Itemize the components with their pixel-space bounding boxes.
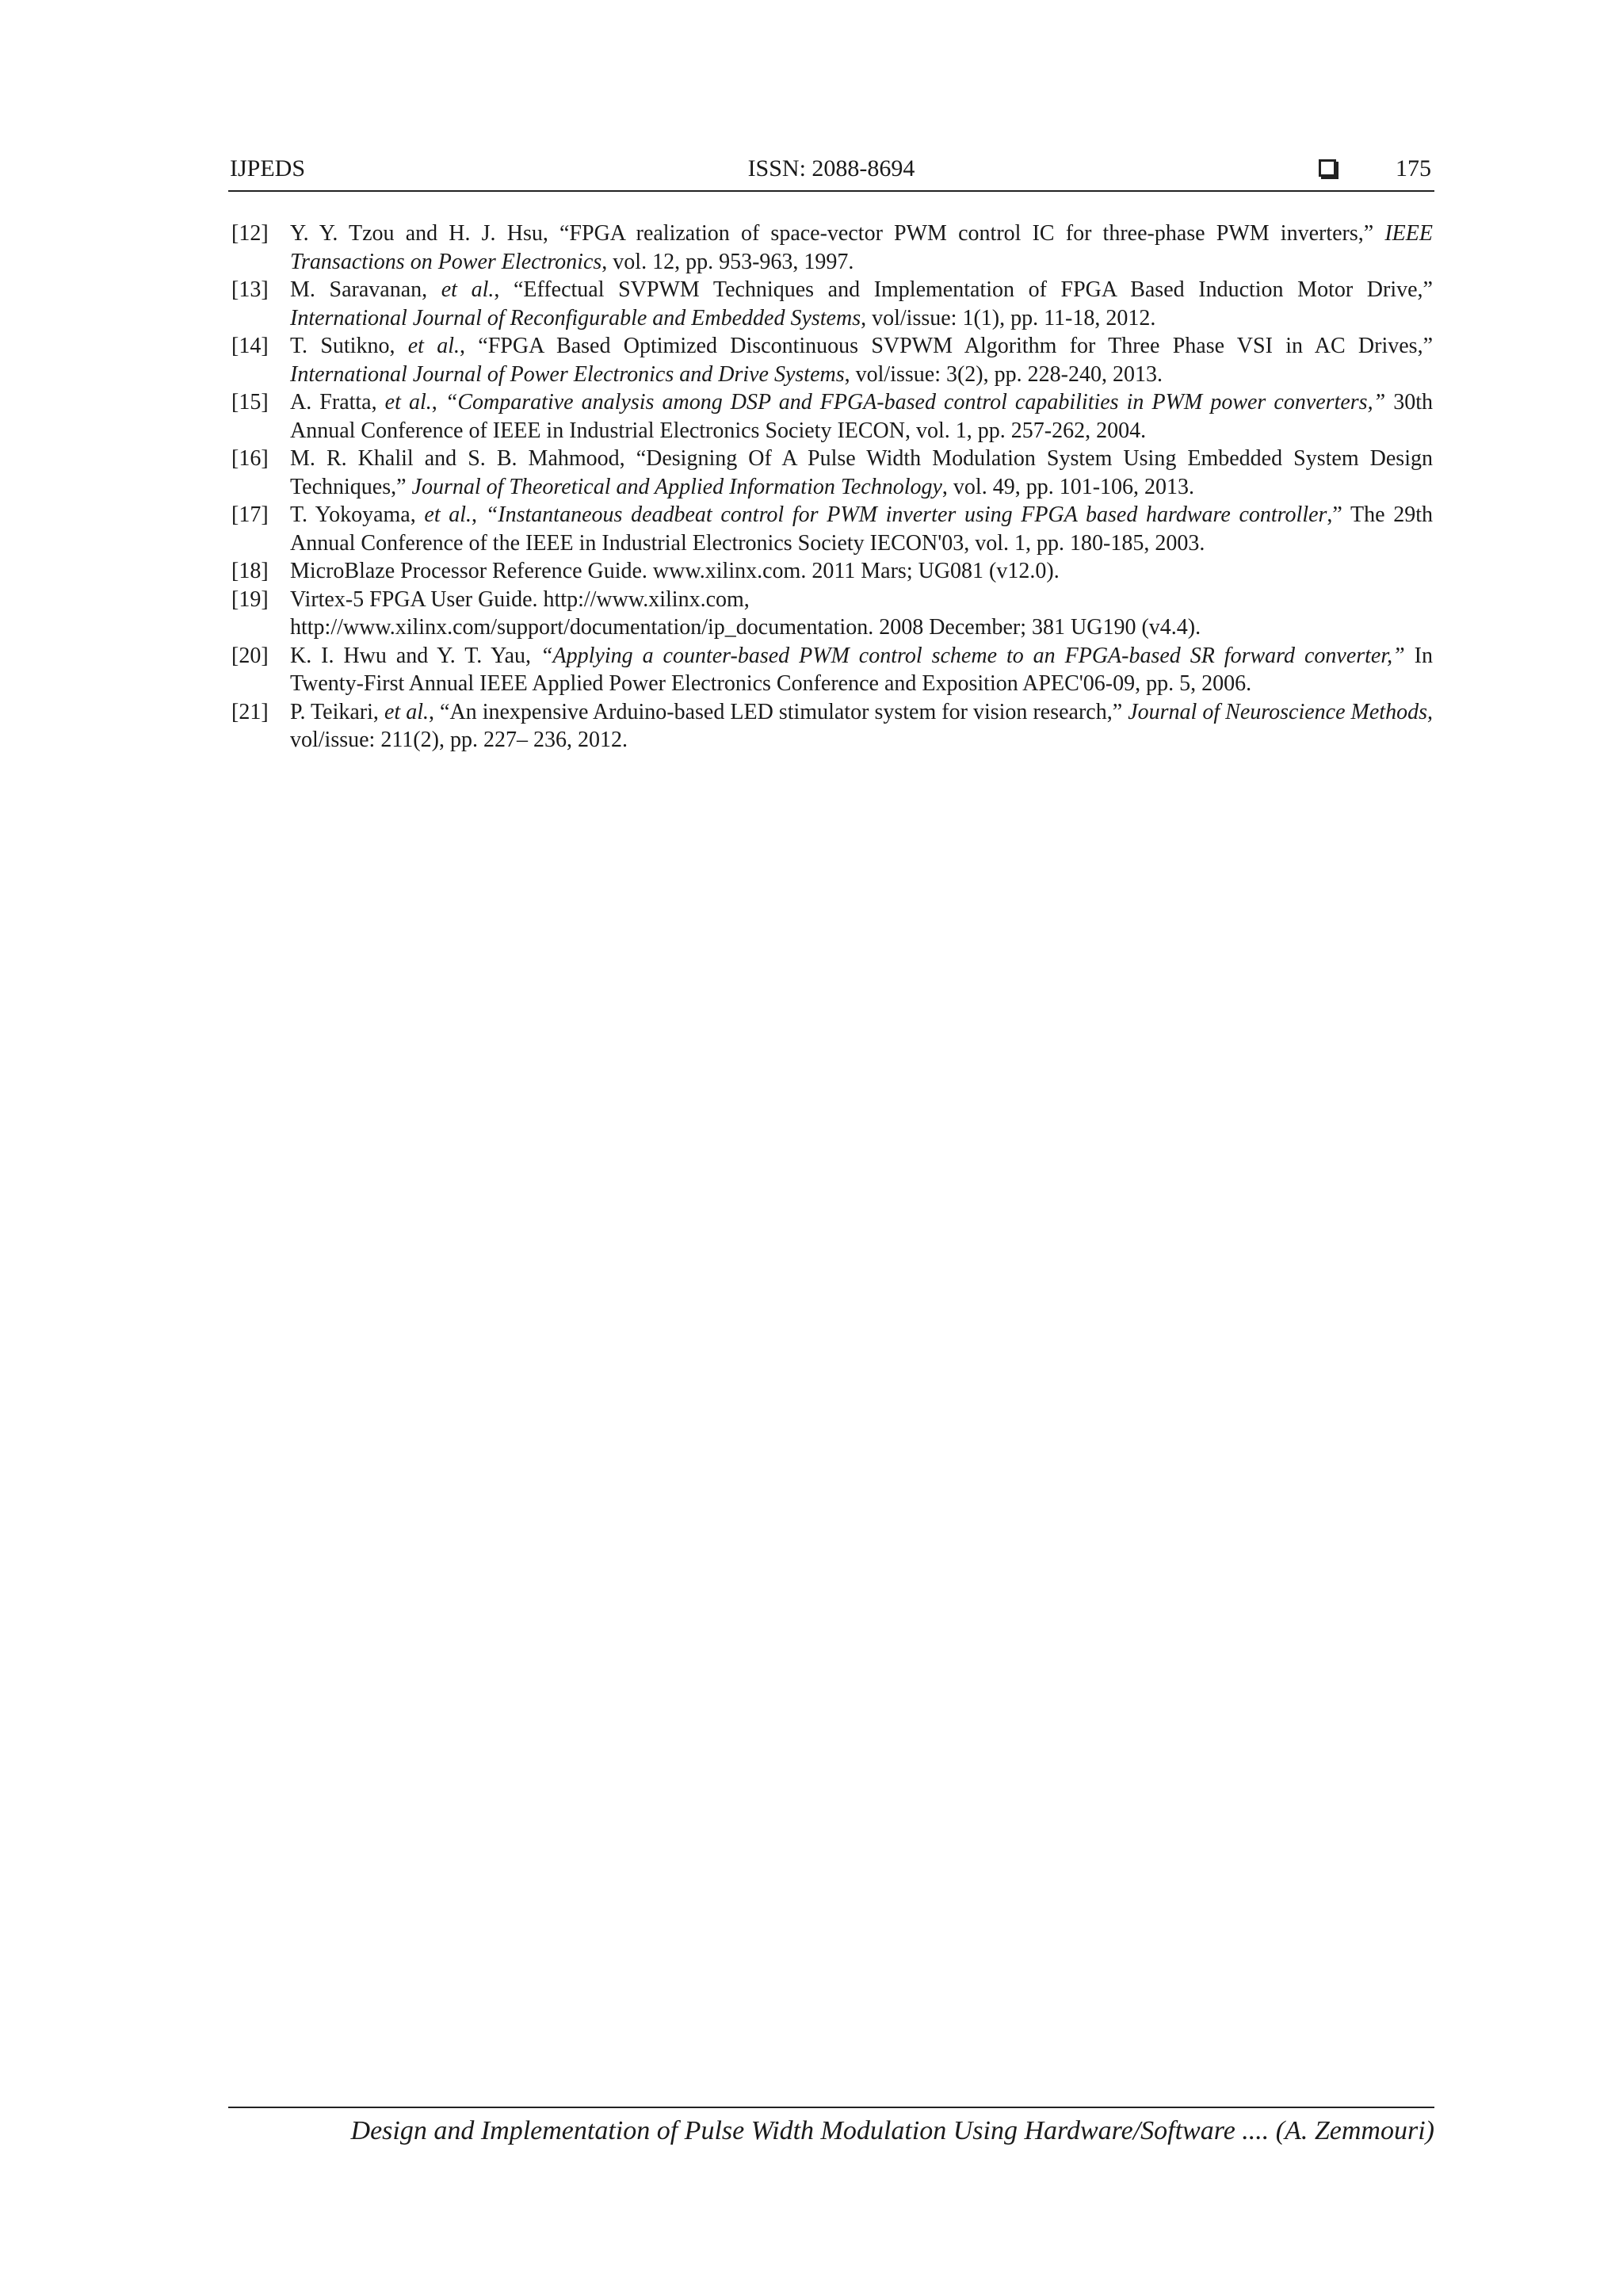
reference-text — [290, 220, 1433, 276]
reference-number: [13] — [231, 277, 269, 302]
reference-number: [16] — [231, 446, 269, 471]
reference-text — [290, 388, 1433, 445]
reference-text-segment: , “An inexpensive Arduino-based LED stimulator system for vision research,” — [428, 699, 1128, 724]
reference-text-segment: , vol/issue: 1(1), pp. 11-18, 2012. — [861, 305, 1156, 330]
reference-text-segment: , “Effectual SVPWM Techniques and Implementation of FPGA Based Induction Motor Drive,” — [494, 277, 1433, 302]
reference-number: [12] — [231, 221, 269, 246]
reference-text-segment: http://www.xilinx.com/support/documentation/ip_documentation. 2008 December; 381 UG190 (v4.4). — [290, 615, 1201, 640]
reference-number: [19] — [231, 586, 269, 612]
reference-text — [290, 332, 1433, 388]
reference-text — [290, 276, 1433, 332]
reference-text-segment: M. Saravanan, — [290, 277, 441, 302]
reference-item — [231, 276, 1433, 332]
reference-text-segment: MicroBlaze Processor Reference Guide. www.xilinx.com. 2011 Mars; UG081 (v12.0). — [290, 559, 1060, 583]
running-title: Design and Implementation of Pulse Width Modulation Using Hardware/Software .... (A. Zemmouri) — [350, 2116, 1434, 2145]
reference-italic-text: IEEE Transactions on Power Electronics — [290, 221, 1433, 274]
reference-text — [290, 586, 1433, 642]
reference-item — [231, 501, 1433, 557]
reference-item — [231, 698, 1433, 755]
reference-text — [290, 642, 1433, 698]
reference-text-segment: Y. Y. Tzou and H. J. Hsu, “FPGA realization of space-vector PWM control IC for three-phase PWM inverters,” — [290, 221, 1385, 246]
reference-italic-text: “Instantaneous deadbeat control for PWM inverter using FPGA based hardware controller — [485, 502, 1327, 527]
reference-text-segment: K. I. Hwu and Y. T. Yau, — [290, 643, 540, 668]
reference-text-segment: A. Fratta, — [290, 390, 385, 415]
reference-text — [290, 501, 1433, 557]
reference-text-segment: , — [431, 390, 445, 415]
reference-italic-text: et al. — [424, 502, 472, 527]
page-number: 175 — [1396, 155, 1431, 181]
reference-text-segment: 30th Annual Conference of IEEE in Industrial Electronics Society IECON, vol. 1, pp. 257-262, 2004. — [290, 390, 1433, 443]
reference-number: [20] — [231, 643, 269, 668]
reference-italic-text: “Applying a counter-based PWM control scheme to an FPGA-based SR forward converter,” — [540, 643, 1405, 668]
reference-text-segment: M. R. Khalil and S. B. Mahmood, “Designing Of A Pulse Width Modulation System Using Embedded System Design Techniques,” — [290, 446, 1433, 499]
square-bullet-icon — [1319, 159, 1336, 177]
reference-item — [231, 586, 1433, 642]
reference-list — [231, 220, 1433, 755]
reference-number: [17] — [231, 502, 269, 527]
reference-item — [231, 445, 1433, 501]
reference-number: [18] — [231, 559, 269, 583]
reference-text-segment: In Twenty-First Annual IEEE Applied Power Electronics Conference and Exposition APEC'06-09, pp. 5, 2006. — [290, 643, 1433, 696]
reference-item — [231, 642, 1433, 698]
reference-italic-text: et al. — [441, 277, 495, 302]
reference-text-segment: vol/issue: 211(2), pp. 227– 236, 2012. — [290, 728, 628, 752]
reference-number: [14] — [231, 334, 269, 358]
reference-text-segment: Virtex-5 FPGA User Guide. http://www.xilinx.com, — [290, 586, 750, 612]
reference-number: [15] — [231, 390, 269, 415]
reference-text-segment: T. Sutikno, — [290, 334, 408, 358]
reference-text-segment: T. Yokoyama, — [290, 502, 425, 527]
page-footer — [228, 2107, 1434, 2146]
reference-number: [21] — [231, 699, 269, 724]
reference-item — [231, 332, 1433, 388]
reference-item — [231, 220, 1433, 276]
reference-text — [290, 445, 1433, 501]
reference-italic-text: et al. — [407, 334, 460, 358]
page-header — [228, 155, 1434, 192]
reference-text-segment: , vol/issue: 3(2), pp. 228-240, 2013. — [844, 361, 1163, 387]
reference-italic-text: International Journal of Power Electronics and Drive Systems — [290, 361, 845, 387]
reference-text-segment: , “FPGA Based Optimized Discontinuous SVPWM Algorithm for Three Phase VSI in AC Drives,” — [460, 334, 1433, 358]
reference-text — [290, 557, 1433, 586]
reference-italic-text: International Journal of Reconfigurable and Embedded Systems — [290, 305, 861, 330]
reference-item — [231, 557, 1433, 586]
reference-text — [290, 698, 1433, 755]
reference-item — [231, 388, 1433, 445]
reference-italic-text: Journal of Neuroscience Methods, — [1128, 699, 1433, 724]
reference-italic-text: et al. — [384, 390, 432, 415]
reference-text-segment: P. Teikari, — [290, 699, 384, 724]
reference-italic-text: “Comparative analysis among DSP and FPGA-based control capabilities in PWM power converters,” — [445, 390, 1386, 415]
reference-text-segment: , vol. 12, pp. 953-963, 1997. — [601, 249, 854, 274]
reference-italic-text: Journal of Theoretical and Applied Information Technology — [411, 474, 942, 499]
reference-italic-text: et al. — [384, 699, 429, 724]
reference-text-segment: , vol. 49, pp. 101-106, 2013. — [941, 474, 1195, 499]
journal-name: IJPEDS — [230, 155, 306, 181]
issn-label: ISSN: 2088-8694 — [747, 155, 915, 181]
reference-text-segment: ,” The 29th Annual Conference of the IEEE in Industrial Electronics Society IECON'03, vol. 1, pp. 180-185, 2003. — [290, 502, 1433, 556]
reference-text-segment: , — [472, 502, 486, 527]
